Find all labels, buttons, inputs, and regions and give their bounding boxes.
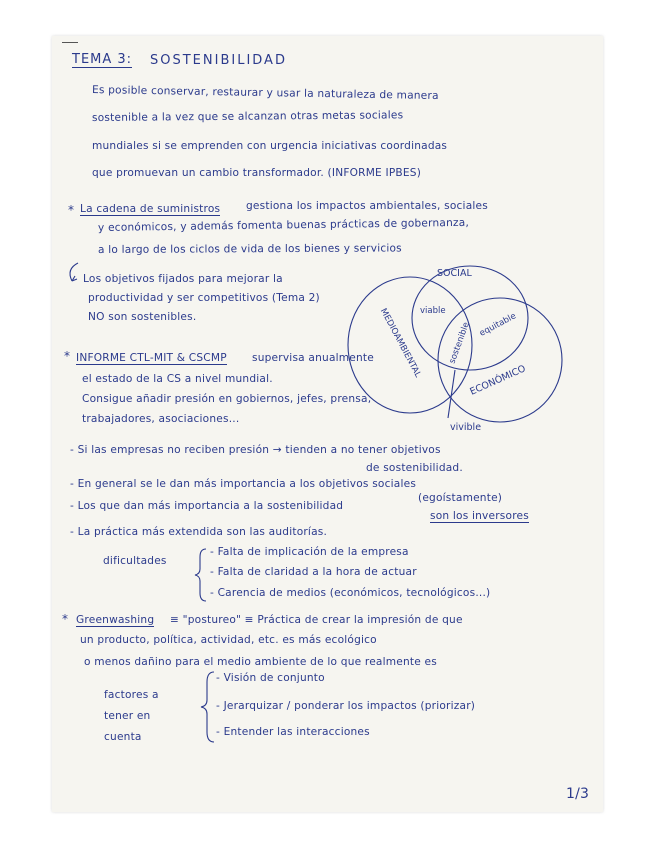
factors-label: cuenta bbox=[104, 731, 142, 743]
greenwashing-term: Greenwashing bbox=[76, 614, 155, 626]
report-text: Consigue añadir presión en gobiernos, jefes, prensa, bbox=[82, 393, 372, 405]
supply-chain-term: La cadena de suministros bbox=[80, 203, 221, 215]
factors-label: tener en bbox=[104, 710, 151, 722]
diagram-label-economico: ECONÓMICO bbox=[468, 363, 528, 398]
factor-item: - Visión de conjunto bbox=[216, 672, 325, 684]
bullet-star: * bbox=[62, 612, 69, 626]
diagram-label-equitable: equitable bbox=[477, 311, 518, 339]
difficulties-label: dificultades bbox=[103, 555, 167, 567]
note-line: - Si las empresas no reciben presión → tienden a no tener objetivos bbox=[70, 444, 441, 456]
note-line: - En general se le dan más importancia a los objetivos sociales bbox=[70, 478, 417, 490]
bullet-star: * bbox=[64, 349, 71, 363]
factor-item: - Entender las interacciones bbox=[216, 726, 370, 738]
supply-chain-text: gestiona los impactos ambientales, sociales bbox=[246, 200, 488, 212]
greenwashing-def: ≡ "postureo" ≡ Práctica de crear la impresión de que bbox=[170, 614, 463, 626]
bullet-star: * bbox=[68, 203, 75, 217]
page-title: SOSTENIBILIDAD bbox=[150, 53, 287, 68]
diagram-label-viable: viable bbox=[420, 306, 446, 316]
report-text: trabajadores, asociaciones... bbox=[82, 413, 240, 425]
topic-number: TEMA 3: bbox=[72, 52, 133, 67]
diagram-label-medioambiental: MEDIOAMBIENTAL bbox=[377, 306, 423, 380]
diagram-label-social: SOCIAL bbox=[437, 268, 472, 279]
factor-item: - Jerarquizar / ponderar los impactos (priorizar) bbox=[216, 700, 476, 712]
page-number: 1/3 bbox=[566, 786, 590, 802]
diagram-label-sostenible: sostenible bbox=[447, 320, 472, 366]
intro-line: Es posible conservar, restaurar y usar la naturaleza de manera bbox=[91, 84, 439, 103]
note-line: son los inversores bbox=[430, 510, 529, 522]
greenwashing-def: un producto, política, actividad, etc. es más ecológico bbox=[80, 634, 377, 646]
note-line: - Los que dan más importancia a la sostenibilidad bbox=[70, 500, 344, 512]
objectives-line: NO son sostenibles. bbox=[88, 311, 197, 323]
note-line: de sostenibilidad. bbox=[366, 462, 463, 474]
factors-label: factores a bbox=[104, 689, 159, 701]
greenwashing-def: o menos dañino para el medio ambiente de lo que realmente es bbox=[84, 656, 437, 668]
supply-chain-text: a lo largo de los ciclos de vida de los bienes y servicios bbox=[97, 242, 402, 256]
difficulty-item: - Falta de claridad a la hora de actuar bbox=[210, 566, 417, 578]
intro-line: mundiales si se emprenden con urgencia iniciativas coordinadas bbox=[92, 140, 448, 152]
report-term: INFORME CTL-MIT & CSCMP bbox=[76, 352, 227, 364]
difficulty-item: - Carencia de medios (económicos, tecnológicos...) bbox=[210, 587, 491, 599]
objectives-line: productividad y ser competitivos (Tema 2) bbox=[88, 292, 320, 304]
report-text: el estado de la CS a nivel mundial. bbox=[82, 373, 273, 385]
report-text: supervisa anualmente bbox=[252, 352, 375, 364]
objectives-line: Los objetivos fijados para mejorar la bbox=[83, 273, 283, 285]
diagram-label-vivible: vivible bbox=[450, 422, 482, 433]
note-line: (egoístamente) bbox=[418, 492, 503, 504]
supply-chain-text: y económicos, y además fomenta buenas prácticas de gobernanza, bbox=[97, 216, 470, 234]
difficulty-item: - Falta de implicación de la empresa bbox=[210, 546, 409, 558]
intro-line: que promuevan un cambio transformador. (INFORME IPBES) bbox=[92, 167, 422, 179]
note-line: - La práctica más extendida son las auditorías. bbox=[70, 526, 328, 538]
intro-line: sostenible a la vez que se alcanzan otras metas sociales bbox=[91, 109, 404, 124]
